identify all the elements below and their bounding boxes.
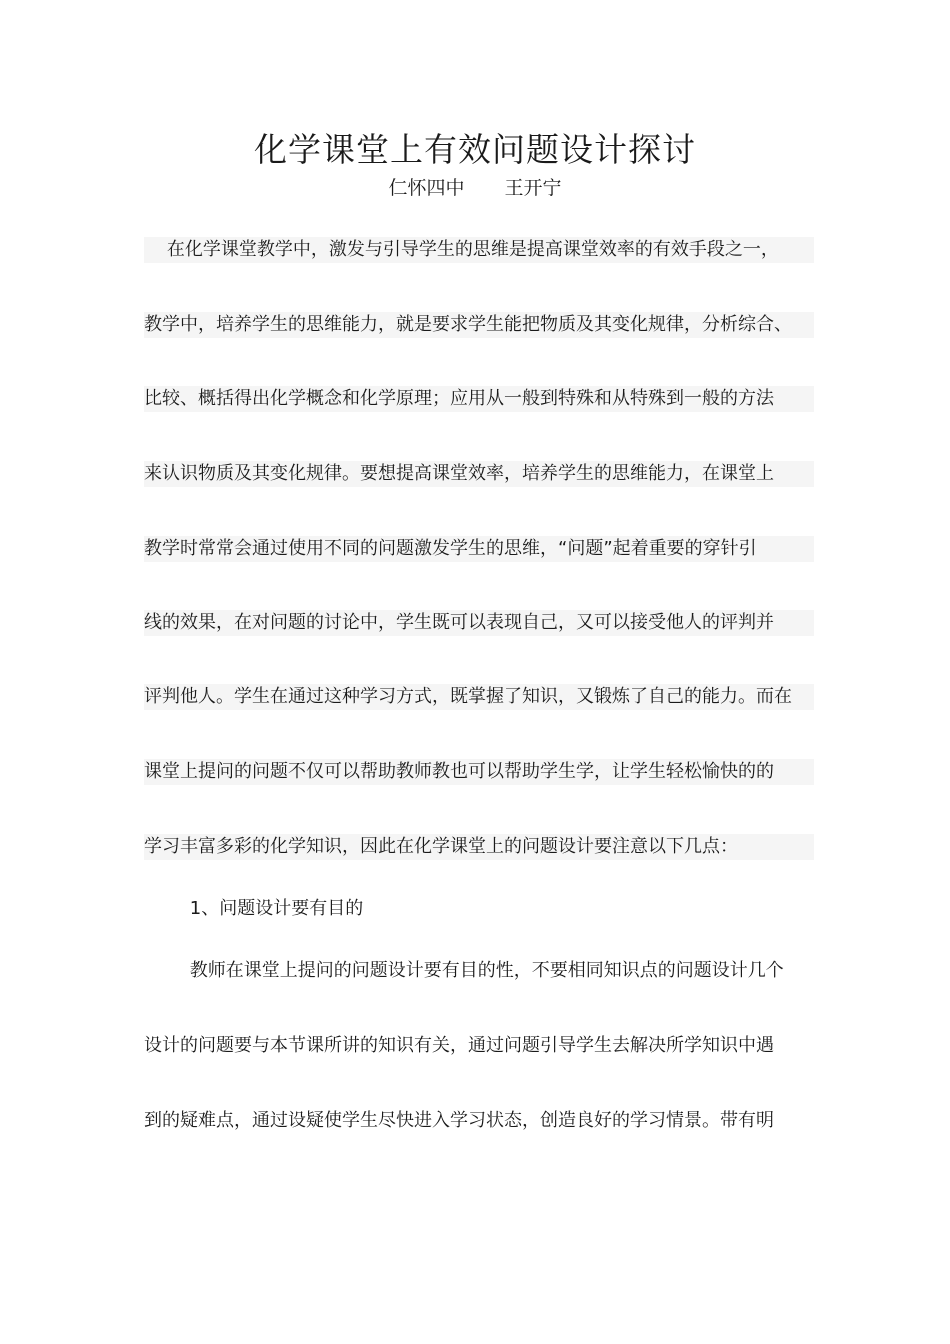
body-line: 教学时常常会通过使用不同的问题激发学生的思维，“问题”起着重要的穿针引	[144, 536, 814, 562]
body-line: 设计的问题要与本节课所讲的知识有关，通过问题引导学生去解决所学知识中遇	[144, 1035, 774, 1056]
author-school: 仁怀四中	[388, 177, 465, 199]
body-line: 课堂上提问的问题不仅可以帮助教师教也可以帮助学生学，让学生轻松愉快的的	[144, 759, 814, 785]
body-line: 线的效果，在对问题的讨论中，学生既可以表现自己，又可以接受他人的评判并	[144, 610, 814, 636]
body-line: 比较、概括得出化学概念和化学原理；应用从一般到特殊和从特殊到一般的方法	[144, 386, 814, 412]
author-byline	[0, 175, 950, 201]
section-heading: 1、问题设计要有目的	[144, 898, 364, 919]
body-line: 在化学课堂教学中，激发与引导学生的思维是提高课堂效率的有效手段之一，	[144, 237, 814, 263]
body-line: 评判他人。学生在通过这种学习方式，既掌握了知识，又锻炼了自己的能力。而在	[144, 684, 814, 710]
body-line: 教师在课堂上提问的问题设计要有目的性，不要相同知识点的问题设计几个	[144, 960, 784, 981]
body-line: 教学中，培养学生的思维能力，就是要求学生能把物质及其变化规律，分析综合、	[144, 312, 814, 338]
document-title: 化学课堂上有效问题设计探讨	[254, 130, 696, 169]
body-line: 来认识物质及其变化规律。要想提高课堂效率，培养学生的思维能力，在课堂上	[144, 461, 814, 487]
author-name: 王开宁	[504, 177, 562, 199]
body-line: 学习丰富多彩的化学知识，因此在化学课堂上的问题设计要注意以下几点：	[144, 834, 814, 860]
body-line: 到的疑难点，通过设疑使学生尽快进入学习状态，创造良好的学习情景。带有明	[144, 1110, 774, 1131]
